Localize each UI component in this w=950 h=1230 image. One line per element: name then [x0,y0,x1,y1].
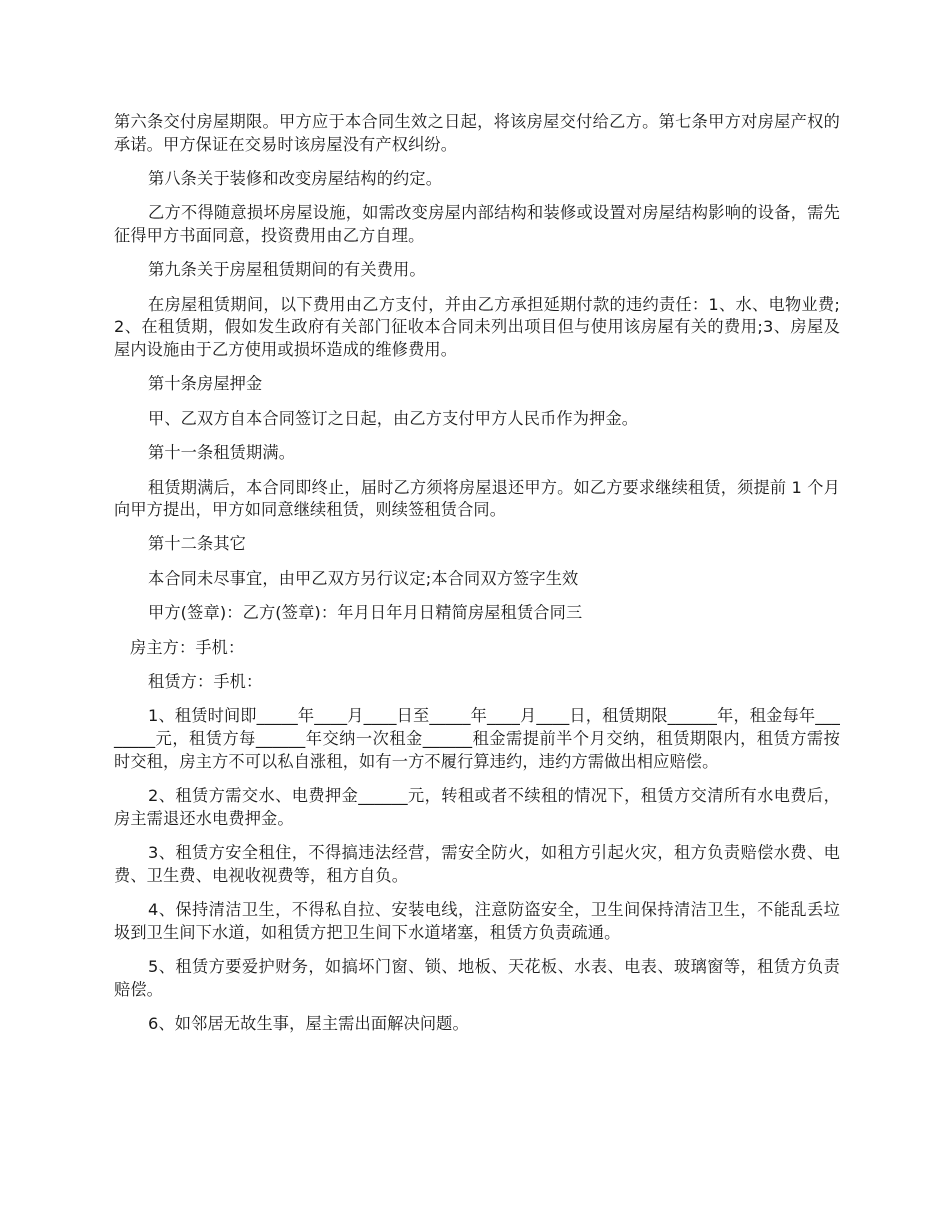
paragraph-landlord-info: 房主方：手机： [130,637,245,657]
paragraph-signature-line: 甲方(签章)：乙方(签章)：年月日年月日精简房屋租赁合同三 [148,603,583,623]
paragraph-clause-3: 3、租赁方安全租住，不得搞违法经营，需安全防火，如租方引起火灾，租方负责赔偿水费、电费、卫生费、电视收视费等，租方自负。 [114,843,840,885]
paragraph-clause-6: 6、如邻居无故生事，屋主需出面解决问题。 [148,1013,469,1033]
paragraph-clause-2: 2、租赁方需交水、电费押金______元，转租或者不续租的情况下，租赁方交清所有水电费后，房主需退还水电费押金。 [114,786,840,828]
paragraph-article-8-title: 第八条关于装修和改变房屋结构的约定。 [148,168,443,188]
paragraph-article-9-body: 在房屋租赁期间，以下费用由乙方支付，并由乙方承担延期付款的违约责任：1、水、电物业费;2、在租赁期，假如发生政府有关部门征收本合同未列出项目但与使用该房屋有关的费用;3、房屋及屋内设施由于乙方使用或损坏造成的维修费用。 [114,294,840,359]
paragraph-article-8-body: 乙方不得随意损坏房屋设施，如需改变房屋内部结构和装修或设置对房屋结构影响的设备，需先征得甲方书面同意，投资费用由乙方自理。 [114,203,840,245]
paragraph-article-12-title: 第十二条其它 [148,534,247,554]
paragraph-article-9-title: 第九条关于房屋租赁期间的有关费用。 [148,260,426,280]
paragraph-article-11-body: 租赁期满后，本合同即终止，届时乙方须将房屋退还甲方。如乙方要求继续租赁，须提前 1 个月向甲方提出，甲方如同意继续租赁，则续签租赁合同。 [114,477,840,520]
paragraph-tenant-info: 租赁方：手机： [148,672,263,692]
paragraph-article-12-body: 本合同未尽事宜，由甲乙双方另行议定;本合同双方签字生效 [148,568,579,588]
paragraph-clause-5: 5、租赁方要爱护财务，如搞坏门窗、锁、地板、天花板、水表、电表、玻璃窗等，租赁方负责赔偿。 [114,956,840,999]
document-page [114,111,840,1047]
paragraph-article-6-7: 第六条交付房屋期限。甲方应于本合同生效之日起，将该房屋交付给乙方。第七条甲方对房屋产权的承诺。甲方保证在交易时该房屋没有产权纠纷。 [114,112,840,154]
paragraph-clause-1: 1、租赁时间即_____年____月____日至_____年____月____日，租赁期限______年，租金每年________元，租赁方每______年交纳一次租金______租金需提前半个月交纳，租赁期限内，租赁方需按时交租，房主方不可以私自涨租，如有一方不履行算违约，违约方需做出相应赔偿。 [114,706,840,771]
paragraph-article-10-body: 甲、乙双方自本合同签订之日起，由乙方支付甲方人民币作为押金。 [148,408,639,428]
paragraph-clause-4: 4、保持清洁卫生，不得私自拉、安装电线，注意防盗安全，卫生间保持清洁卫生，不能乱丢垃圾到卫生间下水道，如租赁方把卫生间下水道堵塞，租赁方负责疏通。 [114,899,840,942]
paragraph-article-11-title: 第十一条租赁期满。 [148,443,296,463]
paragraph-article-10-title: 第十条房屋押金 [148,374,263,394]
